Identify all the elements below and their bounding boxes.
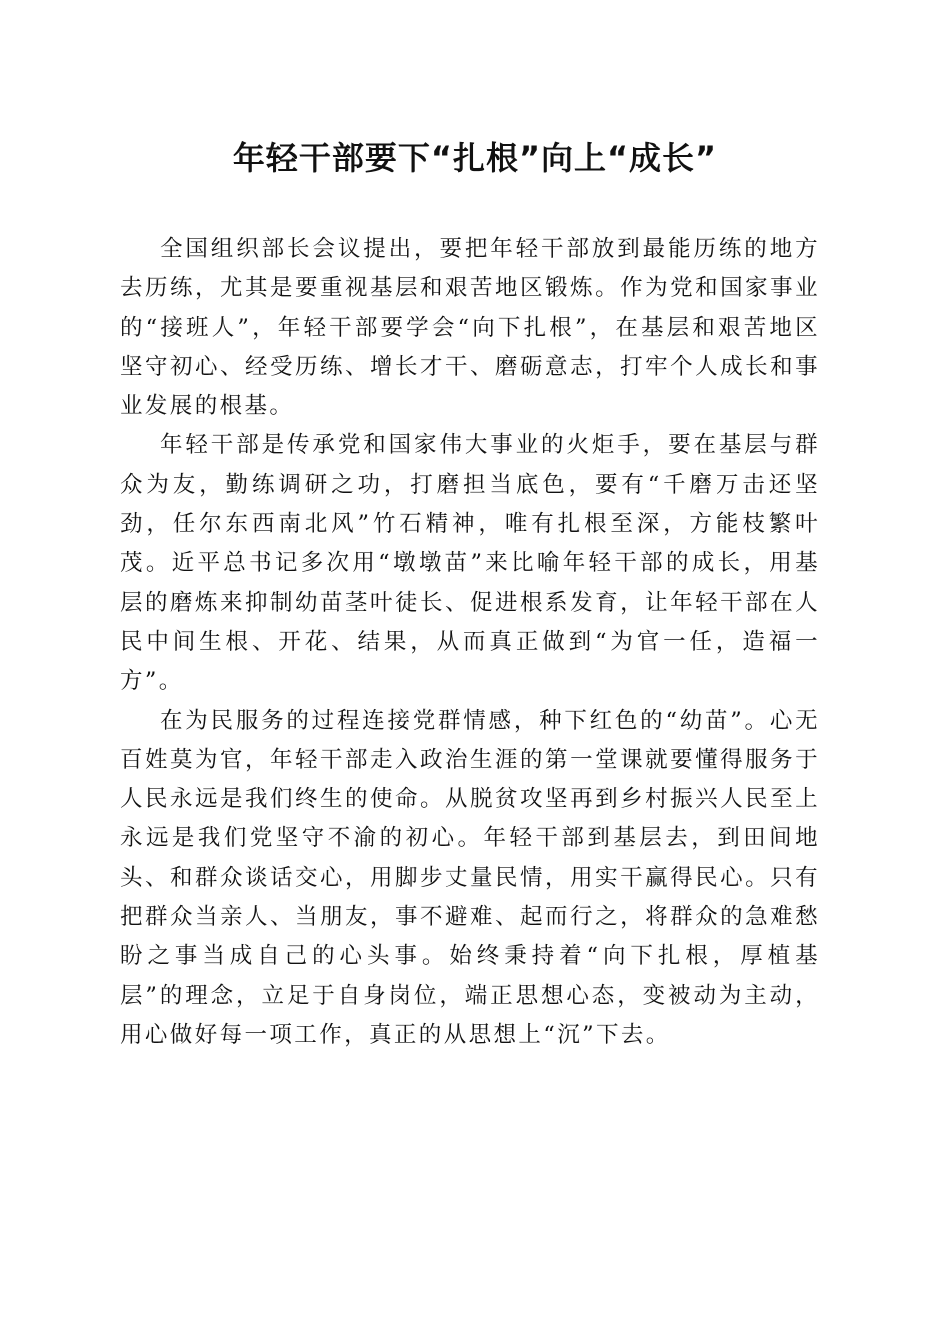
paragraph-1: 全国组织部长会议提出，要把年轻干部放到最能历练的地方去历练，尤其是要重视基层和艰苦地区锻炼。作为党和国家事业的“接班人”，年轻干部要学会“向下扎根”，在基层和艰苦地区坚守初心、经受历练、增长才干、磨砺意志，打牢个人成长和事业发展的根基。 xyxy=(120,236,820,420)
document-title: 年轻干部要下“扎根”向上“成长” xyxy=(232,139,718,177)
document-body xyxy=(120,230,820,1055)
paragraph-2: 年轻干部是传承党和国家伟大事业的火炬手，要在基层与群众为友，勤练调研之功，打磨担当底色，要有“千磨万击还坚劲，任尔东西南北风”竹石精神，唯有扎根至深，方能枝繁叶茂。近平总书记多次用“墩墩苗”来比喻年轻干部的成长，用基层的磨炼来抑制幼苗茎叶徒长、促进根系发育，让年轻干部在人民中间生根、开花、结果，从而真正做到“为官一任，造福一方”。 xyxy=(120,432,820,695)
paragraph-3: 在为民服务的过程连接党群情感，种下红色的“幼苗”。心无百姓莫为官，年轻干部走入政治生涯的第一堂课就要懂得服务于人民永远是我们终生的使命。从脱贫攻坚再到乡村振兴人民至上永远是我们党坚守不渝的初心。年轻干部到基层去，到田间地头、和群众谈话交心，用脚步丈量民情，用实干赢得民心。只有把群众当亲人、当朋友，事不避难、起而行之，将群众的急难愁盼之事当成自己的心头事。始终秉持着“向下扎根，厚植基层”的理念，立足于自身岗位，端正思想心态，变被动为主动，用心做好每一项工作，真正的从思想上“沉”下去。 xyxy=(120,707,820,1048)
